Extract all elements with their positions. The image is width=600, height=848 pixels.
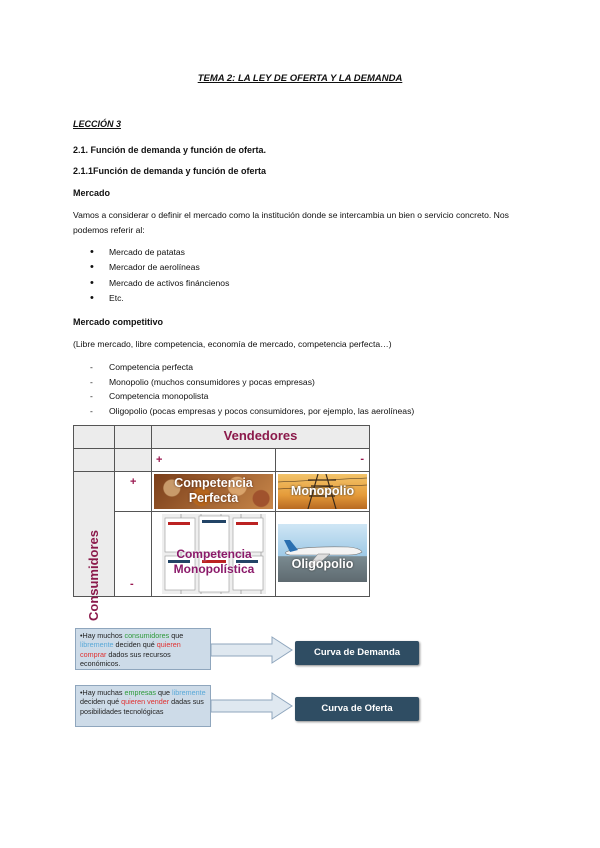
corner-cell — [73, 425, 115, 449]
cell-label: Competencia Perfecta — [174, 476, 253, 505]
cell-competencia-perfecta — [151, 471, 276, 512]
right-arrow-icon — [210, 692, 294, 720]
demand-description-box — [75, 628, 211, 670]
highlight-libremente: libremente — [80, 640, 114, 650]
consumer-minus-cell — [114, 511, 152, 597]
corner-cell — [114, 448, 152, 472]
list-item: - Monopolio (muchos consumidores y pocas empresas) — [90, 375, 414, 390]
consumer-plus-cell — [114, 471, 152, 512]
text-span: dadas sus posibilidades tecnológicas — [80, 697, 204, 716]
airplane-icon — [278, 524, 367, 582]
curva-demanda-button: Curva de Demanda — [295, 641, 419, 665]
cell-label: Oligopolio — [291, 557, 354, 571]
highlight-quieren-vender: quieren vender — [121, 697, 170, 707]
heading-mercado-competitivo: Mercado competitivo — [73, 317, 164, 327]
cell-competencia-monopolistica — [151, 511, 276, 597]
cell-label: Competencia Monopolística — [173, 547, 255, 576]
text-span: •Hay muchos — [80, 631, 125, 640]
minus-sign: - — [130, 578, 134, 590]
newspapers-image — [162, 514, 266, 594]
seller-minus-cell — [275, 448, 370, 472]
list-item: • Etc. — [90, 291, 229, 306]
text-span: dados sus recursos económicos. — [80, 649, 171, 669]
supply-description-box — [75, 685, 211, 727]
list-item: • Mercado de patatas — [90, 245, 229, 260]
cell-oligopolio — [275, 511, 370, 597]
list-item: • Mercado de activos fináncienos — [90, 276, 229, 291]
cell-label: Monopolio — [290, 484, 355, 498]
minus-sign: - — [360, 453, 364, 465]
heading-mercado: Mercado — [73, 188, 111, 198]
highlight-empresas: empresas — [124, 688, 157, 697]
text-span: •Hay muchas — [80, 688, 125, 697]
mercado-paragraph: Vamos a considerar o definir el mercado como la institución donde se intercambia un bien o servicio concreto. Nos podemos referir al: — [73, 210, 509, 235]
lesson-label: LECCIÓN 3 — [73, 119, 122, 129]
highlight-consumidores: consumidores — [124, 631, 170, 640]
heading-2-1: 2.1. Función de demanda y función de oferta. — [73, 145, 267, 155]
highlight-quieren-comprar: quieren comprar — [80, 640, 181, 659]
plus-sign: + — [130, 476, 137, 488]
text-span: que — [169, 631, 184, 640]
text-span: deciden qué — [80, 697, 122, 707]
text-span: que — [156, 688, 173, 697]
airplane-image — [278, 524, 367, 582]
competitivo-list — [90, 360, 414, 418]
market-matrix — [73, 425, 370, 622]
seller-plus-cell — [151, 448, 276, 472]
text-span: deciden qué — [113, 640, 157, 650]
vendedores-header: Vendedores — [151, 425, 370, 449]
highlight-libremente: libremente — [172, 688, 206, 697]
consumidores-label: Consumidores — [86, 529, 102, 622]
mercado-list — [90, 245, 229, 307]
list-item: - Competencia perfecta — [90, 360, 414, 375]
page-title: TEMA 2: LA LEY DE OFERTA Y LA DEMANDA — [197, 73, 403, 84]
right-arrow-icon — [210, 636, 294, 664]
power-tower-image — [278, 474, 367, 509]
list-item: • Mercador de aerolíneas — [90, 260, 229, 275]
curva-oferta-button: Curva de Oferta — [295, 697, 419, 721]
potatoes-image — [154, 474, 273, 509]
corner-cell — [114, 425, 152, 449]
list-item: - Oligopolio (pocas empresas y pocos consumidores, por ejemplo, las aerolíneas) — [90, 404, 414, 419]
list-item: - Competencia monopolista — [90, 389, 414, 404]
consumidores-header — [73, 471, 115, 622]
competitivo-paragraph: (Libre mercado, libre competencia, economía de mercado, competencia perfecta…) — [73, 339, 392, 349]
heading-2-1-1: 2.1.1Función de demanda y función de oferta — [73, 166, 267, 176]
plus-sign: + — [156, 454, 163, 466]
cell-monopolio — [275, 471, 370, 512]
corner-cell — [73, 448, 115, 472]
